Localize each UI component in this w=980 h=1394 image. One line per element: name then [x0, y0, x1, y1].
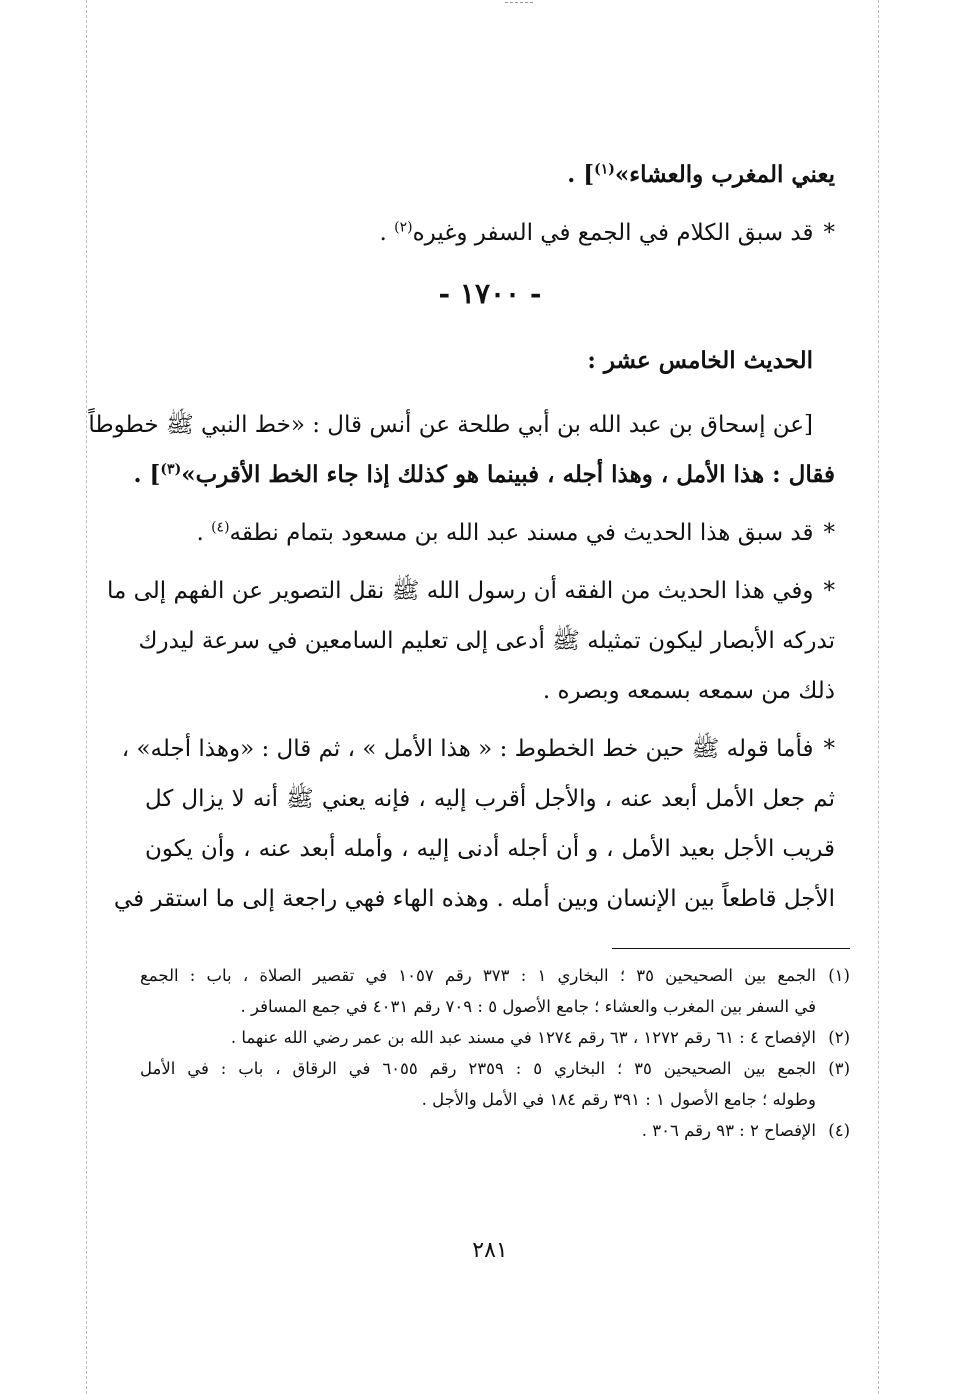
footnote-2-line-1: (٢)الإفصاح ٤ : ٦١ رقم ١٢٧٢ ، ٦٣ رقم ١٢٧٤ في مسند عبد الله بن عمر رضي الله عنهما . — [140, 1022, 850, 1053]
hadith-text-line-2: فقال : هذا الأمل ، وهذا أجله ، فبينما هو كذلك إذا جاء الخط الأقرب»$^{(٣)}$] . — [133, 461, 835, 488]
footnote-number: (٢) — [828, 1028, 850, 1047]
main-text — [88, 150, 835, 924]
footnote-1-line-1: (١)الجمع بين الصحيحين ٣٥ ؛ البخاري ١ : ٣٧٣ رقم ١٠٥٧ في تقصير الصلاة ، باب : الجمع — [140, 960, 850, 991]
footnote-3-line-1: (٣)الجمع بين الصحيحين ٣٥ ؛ البخاري ٥ : ٢٣٥٩ رقم ٦٠٥٥ في الرقاق ، باب : في الأمل — [140, 1053, 850, 1084]
footnote-1-line-2: في السفر بين المغرب والعشاء ؛ جامع الأصول ٥ : ٧٠٩ رقم ٤٠٣١ في جمع المسافر . — [240, 997, 816, 1016]
footnote-ref-2: (٢) — [394, 219, 413, 236]
hadith-number: - ١٧٠٠ - — [438, 277, 542, 310]
footnote-3-line-2: وطوله ؛ جامع الأصول ١ : ٣٩١ رقم ١٨٤ في الأمل والأجل . — [421, 1090, 816, 1109]
scan-page-edge-right — [878, 0, 879, 1394]
scan-page-edge-left — [86, 0, 87, 1394]
page-number: ٢٨١ — [472, 1238, 508, 1263]
footnote-ref-3: (٣) — [160, 461, 182, 478]
asterisk-marker: * — [823, 736, 835, 762]
footnote-number: (٣) — [828, 1059, 850, 1078]
paragraph-explanation-line-1: *فأما قوله ﷺ حين خط الخطوط : « هذا الأمل » ، ثم قال : «وهذا أجله» ، — [121, 736, 835, 762]
paragraph-fiqh-line-3: ذلك من سمعه بسمعه وبصره . — [542, 678, 835, 704]
paragraph-continuation: يعني المغرب والعشاء»$^{(١)}$] . — [567, 161, 835, 188]
hadith-text-line-1: [عن إسحاق بن عبد الله بن أبي طلحة عن أنس قال : «خط النبي ﷺ خطوطاً — [88, 412, 813, 438]
footnote-number: (١) — [828, 966, 850, 985]
footnote-number: (٤) — [828, 1121, 850, 1140]
paragraph-note-musnad: *قد سبق هذا الحديث في مسند عبد الله بن مسعود بتمام نطقه$^{(٤)}$ . — [196, 519, 835, 546]
section-title: الحديث الخامس عشر : — [587, 347, 813, 374]
asterisk-marker: * — [823, 520, 835, 546]
scan-top-mark — [505, 2, 533, 3]
footnote-separator — [612, 948, 850, 949]
paragraph-explanation-line-3: قريب الأجل بعيد الأمل ، و أن أجله أدنى إليه ، وأمله أبعد عنه ، وأن يكون — [145, 836, 835, 862]
asterisk-marker: * — [823, 220, 835, 246]
footnote-ref-4: (٤) — [211, 519, 230, 536]
footnote-ref-1: (١) — [594, 161, 615, 178]
footnote-4-line-1: (٤)الإفصاح ٢ : ٩٣ رقم ٣٠٦ . — [140, 1115, 850, 1146]
paragraph-explanation-line-2: ثم جعل الأمل أبعد عنه ، والأجل أقرب إليه ، فإنه يعني ﷺ أنه لا يزال كل — [145, 786, 835, 812]
asterisk-marker: * — [823, 578, 835, 604]
paragraph-fiqh-line-2: تدركه الأبصار ليكون تمثيله ﷺ أدعى إلى تعليم السامعين في سرعة ليدرك — [138, 628, 835, 654]
paragraph-fiqh-line-1: *وفي هذا الحديث من الفقه أن رسول الله ﷺ نقل التصوير عن الفهم إلى ما — [106, 578, 835, 604]
paragraph-note-jam: *قد سبق الكلام في الجمع في السفر وغيره$^{(٢)}$ . — [379, 219, 835, 246]
footnotes — [140, 960, 850, 1146]
paragraph-explanation-line-4: الأجل قاطعاً بين الإنسان وبين أمله . وهذه الهاء فهي راجعة إلى ما استقر في — [113, 886, 835, 912]
